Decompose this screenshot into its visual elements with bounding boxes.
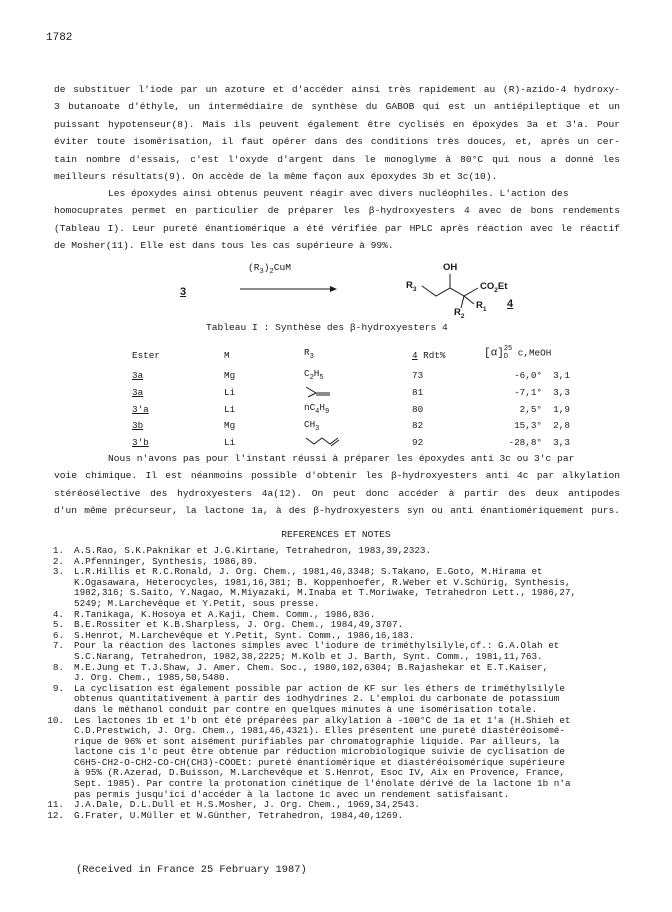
isopropenyl-structure: [304, 384, 334, 398]
cell-m: Li: [224, 437, 236, 449]
cell-ester: 3'b: [132, 437, 149, 449]
reference-item: [36, 811, 636, 822]
reference-item: [36, 546, 636, 557]
reference-line: Sept. 1985). Par contre la protonation cinétique de l'énolate dérivé de la lactone 1b n'a: [74, 778, 571, 790]
cell-ester: 3a: [132, 369, 144, 381]
text-line: de Mosher(11). Elle est dans tous les cas supérieure à 99%.: [54, 240, 394, 252]
cell-yield: 81: [412, 386, 424, 398]
table-header-row: [132, 341, 580, 367]
reference-line: M.E.Jung et T.J.Shaw, J. Amer. Chem. Soc., 1980,102,6304; B.Rajashekar et E.T.Kaiser,: [74, 661, 549, 673]
reference-line: A.Pfenninger, Synthesis, 1986,89.: [74, 555, 259, 567]
reference-line: obtenus quantitativement à partir des iodhydrines 2. L'emploi du carbonate de potassium: [74, 693, 560, 705]
reference-line: A.S.Rao, S.K.Paknikar et J.G.Kirtane, Tetrahedron, 1983,39,2323.: [74, 545, 432, 556]
reaction-scheme: [180, 262, 560, 318]
reference-number: 4.: [52, 608, 64, 620]
table-row: [132, 384, 580, 401]
text-line: 3 butanoate d'éthyle, un intermédiaire de synthèse du GABOB qui est un antiépileptique et un: [54, 101, 620, 113]
cell-rotation: -28,8° 3,3: [508, 437, 570, 449]
text-line: d'un même précurseur, la lactone 1a, à des β-hydroxyesters syn ou anti énantiomériquement purs.: [54, 505, 620, 517]
reference-line: Pour la réaction des lactones simples avec l'iodure de triméthylsilyle,cf.: G.A.Olah et: [74, 640, 560, 652]
reference-number: 7.: [52, 640, 64, 652]
reference-line: G.Frater, U.Müller et W.Günther, Tetrahedron, 1984,40,1269.: [74, 809, 404, 821]
cell-rotation: -6,0° 3,1: [514, 369, 570, 381]
reference-number: 6.: [52, 629, 64, 641]
cell-r3: $C_2H_5$: [304, 368, 324, 383]
reference-line: à 95% (R.Azerad, D.Buisson, M.Larchevêque et S.Henrot, Esoc IV, Aix en Provence, France,: [74, 767, 565, 779]
cell-rotation: 15,3° 2,8: [514, 420, 570, 432]
reference-line: 1982,316; S.Saito, Y.Nagao, M.Miyazaki, M.Inaba et T.Moriwake, Tetrahedron Lett., 1986,27,: [74, 587, 577, 599]
reference-line: J. Org. Chem., 1985,50,5480.: [74, 672, 231, 684]
text-line: de substituer l'iode par un azoture et d'accéder ainsi très rapidement au (R)-azido-4 hydroxy-: [54, 84, 620, 95]
reference-line: La cyclisation est également possible par action de KF sur les éthers de triméthylsilyle: [74, 682, 565, 694]
reference-line: S.Henrot, M.Larchevêque et Y.Petit, Synt. Comm., 1986,16,183.: [74, 629, 415, 641]
text-line: meilleurs résultats(9). On accède de la même façon aux époxydes 3b et 3c(10).: [54, 171, 498, 183]
reference-number: 8.: [52, 661, 64, 673]
table-row: [132, 418, 580, 435]
reference-number: 3.: [52, 566, 64, 578]
text-line: Les époxydes ainsi obtenus peuvent réagir avec divers nucléophiles. L'action des: [108, 188, 569, 199]
reference-item: [36, 684, 636, 716]
references-title: REFERENCES ET NOTES: [281, 529, 391, 540]
cell-m: Mg: [224, 420, 236, 432]
cell-ester: 3b: [132, 420, 144, 432]
cell-rotation: -7,1° 3,3: [514, 386, 570, 398]
product-co2et: $CO_2Et$: [480, 281, 508, 294]
table-row: [132, 367, 580, 384]
table-caption: Tableau I : Synthèse des β-hydroxyesters 4: [206, 322, 448, 333]
reference-item: [36, 567, 636, 609]
text-line: voie chimique. Il est néanmoins possible d'obtenir les β-hydroxyesters anti 4c par alkylation: [54, 470, 620, 482]
table-row: [132, 401, 580, 418]
paragraph-3: [54, 450, 620, 520]
butenyl-structure: [304, 434, 350, 448]
cell-yield: 92: [412, 437, 424, 449]
cell-ester: 3'a: [132, 403, 149, 415]
reference-number: 10.: [47, 714, 64, 726]
product-r1: $R_1$: [476, 300, 487, 313]
reference-number: 11.: [47, 799, 64, 811]
header-r3: $R_3$: [304, 347, 314, 361]
product-number: 4: [507, 298, 514, 310]
page-number: 1782: [46, 32, 73, 44]
cell-m: Mg: [224, 369, 236, 381]
reference-line: C.D.Prestwich, J. Org. Chem., 1981,46,4321). Elles présentent une pureté diastéréoisomé-: [74, 725, 565, 737]
reagent-label: $(R_3)_2CuM$: [248, 262, 291, 276]
paragraph-1: [54, 81, 620, 185]
header-yield: 4 Rdt%: [412, 350, 446, 361]
product-r2: $R_2$: [454, 307, 465, 320]
reference-line: lactone cis 1'c peut être obtenue par réduction microbiologique suivie de cyclisation de: [74, 746, 565, 758]
reference-item: [36, 641, 636, 662]
reference-line: L.R.Hillis et R.C.Ronald, J. Org. Chem., 1981,46,3348; S.Takano, E.Goto, M.Hirama et: [74, 566, 543, 578]
text-line: tain nombre d'essais, c'est l'oxyde d'argent dans le monoglyme à 80°C qui nous a donné les: [54, 153, 620, 165]
reference-number: 9.: [52, 682, 64, 694]
table-row: [132, 434, 580, 451]
text-line: puissant hypotenseur(8). Mais ils peuvent également être cyclisés en époxydes 3a et 3'a. Pour: [54, 118, 620, 130]
cell-r3: $nC_4H_9$: [304, 402, 330, 417]
text-line: éviter toute isomérisation, il faut opérer dans des conditions très douces, et, après un cer-: [54, 136, 620, 148]
cell-yield: 73: [412, 369, 424, 381]
reference-item: [36, 716, 636, 801]
reference-line: J.A.Dale, D.L.Dull et H.S.Mosher, J. Org. Chem., 1969,34,2543.: [74, 799, 420, 811]
references-list: [36, 546, 636, 821]
cell-m: Li: [224, 386, 236, 398]
reference-line: R.Tanikaga, K.Hosoya et A.Kaji, Chem. Comm., 1986,836.: [74, 608, 376, 620]
cell-r3: $CH_3$: [304, 419, 320, 433]
cell-yield: 82: [412, 420, 424, 432]
text-line: stéréosélective des hydroxyesters 4a(12). On peut donc accéder à partir des deux antipodes: [54, 487, 620, 499]
reference-line: pas permis jusqu'ici d'accéder à la lactone 1c avec un rendement satisfaisant.: [74, 788, 510, 800]
reactant-label: 3: [180, 286, 187, 298]
reference-line: 5249; M.Larchevêque et Y.Petit, sous presse.: [74, 597, 320, 609]
text-line: (Tableau I). Leur pureté énantiomérique a été vérifiée par HPLC après réaction avec le réactif: [54, 222, 620, 234]
header-rotation: [α]25 D c,MeOH: [484, 345, 552, 361]
reference-line: Les lactones 1b et 1'b ont été préparées par alkylation à -100°C de 1a et 1'a (H.Shieh et: [74, 714, 571, 726]
cell-r3-structure: [304, 384, 412, 401]
cell-yield: 80: [412, 403, 424, 415]
reference-line: K.Ogasawara, Heterocycles, 1981,16,381; B. Koppenhoefer, R.Weber et V.Schürig, Synthesis,: [74, 576, 571, 588]
cell-m: Li: [224, 403, 236, 415]
reference-number: 2.: [52, 555, 64, 567]
header-ester: Ester: [132, 350, 160, 361]
cell-r3-structure: [304, 434, 412, 451]
reference-line: B.E.Rossiter et K.B.Sharpless, J. Org. Chem., 1984,49,3707.: [74, 619, 404, 631]
cell-ester: 3a: [132, 386, 144, 398]
cell-rotation: 2,5° 1,9: [519, 403, 570, 415]
reference-number: 5.: [52, 619, 64, 631]
reference-line: rique de 96% et sont aisément purifiables par chromatographie liquide. Par ailleurs, la: [74, 735, 560, 747]
product-oh: OH: [443, 262, 458, 273]
results-table: [132, 341, 580, 451]
text-line: homocuprates permet en particulier de préparer les β-hydroxyesters 4 avec de bons rendements: [54, 205, 620, 217]
text-line: Nous n'avons pas pour l'instant réussi à préparer les époxydes anti 3c ou 3'c par: [108, 453, 575, 464]
product-r3: $R_3$: [406, 280, 417, 293]
reference-number: 12.: [47, 809, 64, 821]
header-m: M: [224, 350, 230, 361]
reference-item: [36, 663, 636, 684]
reference-line: S.C.Narang, Tetrahedron, 1982,38,2225; M.Kolb et J. Barth, Synt. Comm., 1981,11,763.: [74, 650, 543, 662]
paragraph-2: [54, 185, 620, 255]
reference-line: C6H5-CH2-O-CH2-CO-CH(CH3)-COOEt: pureté énantiomérique et diastéréoisomérique supérieure: [74, 756, 565, 768]
reference-line: dans le méthanol conduit par contre en quelques minutes à une isomérisation totale.: [74, 703, 538, 715]
received-date: (Received in France 25 February 1987): [76, 864, 307, 876]
reference-number: 1.: [52, 545, 64, 556]
